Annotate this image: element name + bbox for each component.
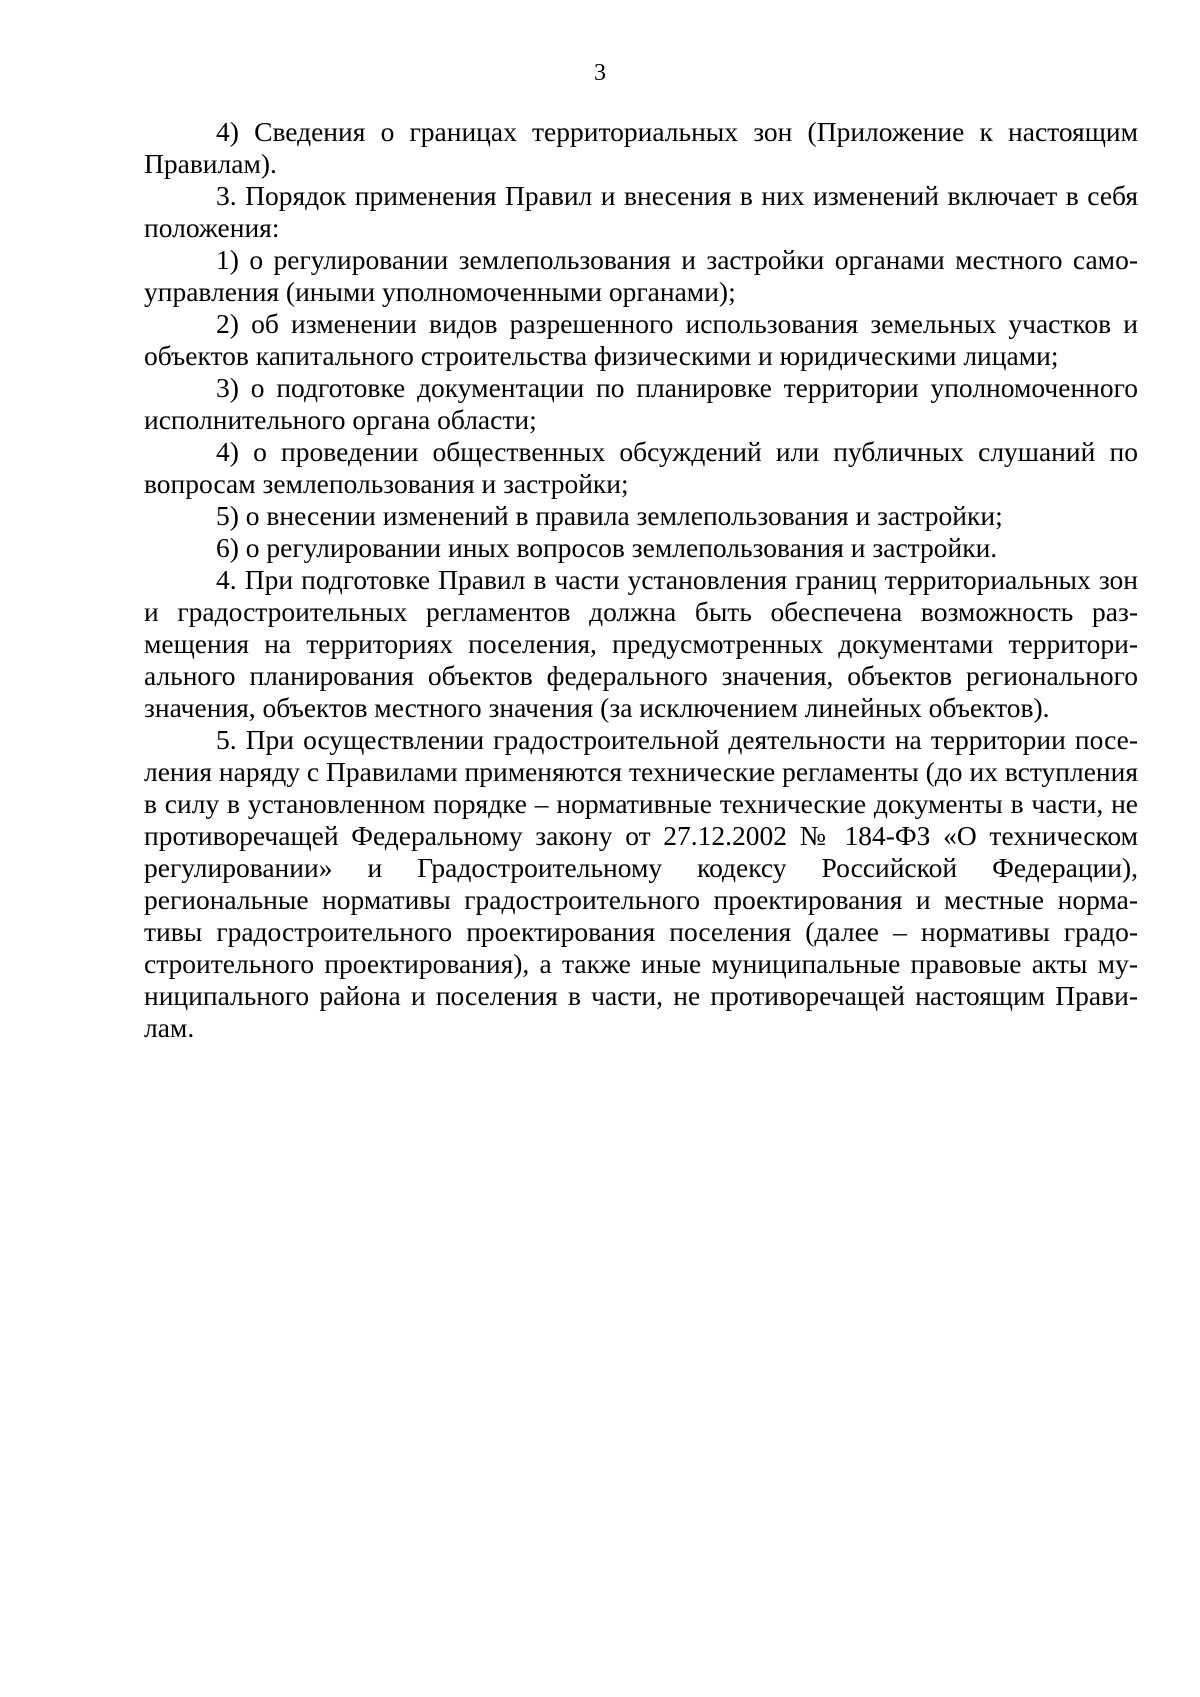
paragraph-section-4-preparation: 4. При подготовке Правил в части установления границ территориальных зон и градостроительных регламентов должна быть обеспечена возможность размещения на территориях поселения, предусмотренных документами территориального планирования объектов федерального значения, объектов регионального значения, объектов местного значения (за исключением линейных объектов). (144, 564, 1138, 723)
paragraph-item-4-zone-boundaries: 4) Сведения о границах территориальных зон (Приложение к настоящим Правилам). (144, 116, 1138, 179)
page-number: 3 (594, 60, 606, 86)
paragraph-item-5-amendments: 5) о внесении изменений в правила землепользования и застройки; (216, 500, 1003, 531)
paragraph-section-5-urban-development: 5. При осуществлении градостроительной деятельности на территории поселения наряду с Правилами применяются технические регламенты (до их вступления в силу в установленном порядке – нормативные технические документы в части, не противоречащей Федеральному закону от 27.12.2002 № 184-ФЗ «О техническом регулировании» и Градостроительному кодексу Российской Федерации), региональные нормативы градостроительного проектирования и местные нормативы градостроительного проектирования поселения (далее – нормативы градостроительного проектирования), а также иные муниципальные правовые акты муниципального района и поселения в части, не противоречащей настоящим Правилам. (144, 724, 1138, 1043)
document-body (144, 116, 1138, 1044)
paragraph-item-2-change-of-use: 2) об изменении видов разрешенного использования земельных участков и объектов капитального строительства физическими и юридическими лицами; (144, 308, 1138, 371)
paragraph-item-4-public-hearings: 4) о проведении общественных обсуждений или публичных слушаний по вопросам землепользования и застройки; (144, 436, 1138, 499)
paragraph-item-1-regulation: 1) о регулировании землепользования и застройки органами местного самоуправления (иными уполномоченными органами); (144, 244, 1138, 307)
paragraph-item-3-planning-documentation: 3) о подготовке документации по планировке территории уполномоченного исполнительного органа области; (144, 372, 1138, 435)
paragraph-section-3-procedure: 3. Порядок применения Правил и внесения в них изменений включает в себя положения: (144, 180, 1138, 243)
paragraph-item-6-other-issues: 6) о регулировании иных вопросов землепользования и застройки. (216, 532, 998, 563)
